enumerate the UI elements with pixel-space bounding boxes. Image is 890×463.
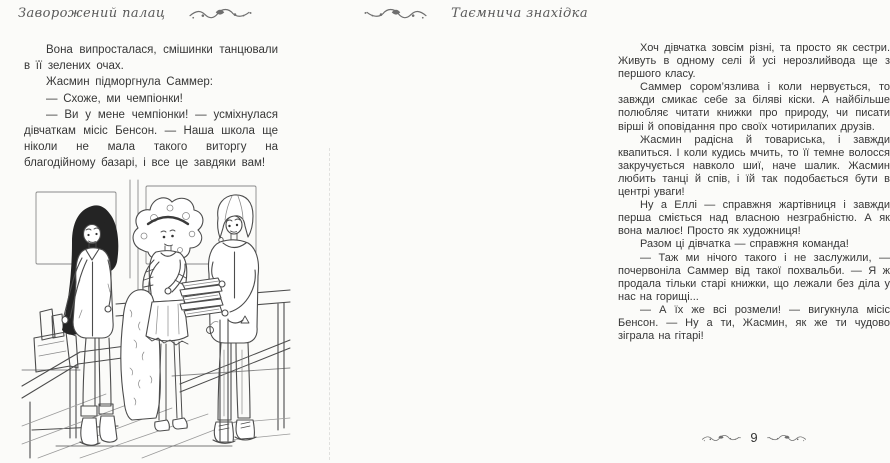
right-page-text <box>618 42 890 343</box>
book-illustration <box>22 180 292 458</box>
floral-flourish-icon <box>181 6 259 21</box>
page-footer <box>618 430 890 445</box>
left-chapter-title: Заворожений палац <box>18 6 166 21</box>
paragraph: Саммер сором’язлива і коли нервується, то завжди смикає себе за біляві кіски. А найбільше полюбляє читати книжки про природу, чи писати вірші й оповідання про своїх чотирилапих друзів. <box>618 81 890 133</box>
paragraph: Жасмин підморгнула Саммер: <box>46 76 213 89</box>
paragraph: — Схоже, ми чемпіонки! <box>46 92 183 105</box>
paragraph: Жасмин радісна й товариська, і завжди квапиться. І коли кудись мчить, то її темне волосся закручується навколо шиї, наче шалик. Жасмин любить танці й спів, і їй так подобається бути в центрі уваги! <box>618 133 890 199</box>
paragraph: Разом ці дівчатка — справжня команда! <box>640 238 849 251</box>
page-gutter <box>329 148 330 460</box>
paragraph: — А їх же всі розмели! — вигукнула місіс Бенсон. — Ну а ти, Жасмин, як же ти чудово зіграла на гітарі! <box>618 303 890 343</box>
left-page-text <box>24 42 278 172</box>
right-page <box>300 0 890 462</box>
paragraph: — Таж ми нічого такого і не заслужили, — почервоніла Саммер від такої похвальби. — Я ж продала тільки старі книжки, що лежали без діла у нас на горищі... <box>618 251 890 303</box>
page-number: 9 <box>750 430 758 445</box>
floral-flourish-icon <box>357 6 435 21</box>
paragraph: Ну а Еллі — справжня жартівниця і завжди перша сміється над власною незграбністю. А як вона малює! Просто як художниця! <box>618 199 890 238</box>
right-chapter-title: Таємнича знахідка <box>451 6 588 21</box>
floral-flourish-icon <box>701 433 741 443</box>
left-page <box>0 0 300 462</box>
paragraph: Хоч дівчатка зовсім різні, та просто як сестри. Живуть в одному селі й усі нерозлийвода ще з першого класу. <box>618 42 890 81</box>
paragraph: Вона випросталася, смішинки танцювали в її зелених очах. <box>24 44 278 73</box>
floral-flourish-icon <box>767 433 807 443</box>
right-running-header <box>357 6 588 21</box>
left-running-header <box>18 6 259 21</box>
paragraph: — Ви у мене чемпіонки! — усміхнулася дівчаткам місіс Бенсон. — Наша школа ще ніколи не мала такого виторгу на благодійному базарі, і все це завдяки вам! <box>24 108 278 170</box>
